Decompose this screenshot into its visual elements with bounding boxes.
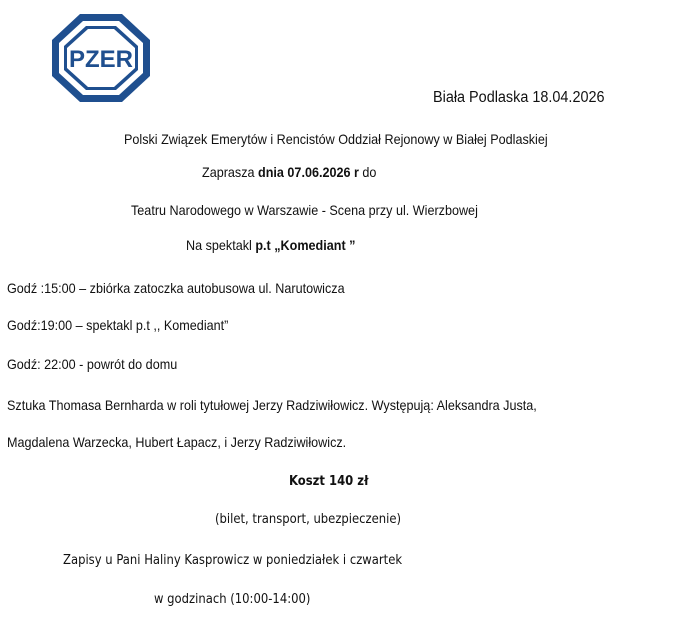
- invitation-prefix: Zaprasza: [202, 164, 259, 180]
- description-line-1: Sztuka Thomasa Bernharda w roli tytułowej Jerzy Radziwiłowicz. Występują: Aleksandra Justa,: [7, 397, 537, 413]
- organizer-line: Polski Związek Emerytów i Rencistów Oddział Rejonowy w Białej Podlaskiej: [124, 131, 548, 147]
- show-prefix: Na spektakl: [186, 237, 256, 253]
- invitation-line: [202, 165, 376, 179]
- event-date: dnia 07.06.2026 r: [258, 164, 359, 180]
- logo-text: PZER: [68, 46, 134, 73]
- invitation-suffix: do: [358, 164, 377, 180]
- pzer-logo: [50, 12, 152, 104]
- place-date: Biała Podlaska 18.04.2026: [433, 89, 605, 106]
- venue-line: Teatru Narodowego w Warszawie - Scena przy ul. Wierzbowej: [131, 202, 478, 218]
- registration-line-2: w godzinach (10:00-14:00): [154, 591, 311, 607]
- cost-label: Koszt 140 zł: [289, 473, 369, 489]
- cost-includes: (bilet, transport, ubezpieczenie): [215, 511, 402, 527]
- registration-line-1: Zapisy u Pani Haliny Kasprowicz w poniedziałek i czwartek: [63, 552, 403, 568]
- show-line: [186, 238, 355, 252]
- show-title: p.t „Komediant ”: [255, 237, 356, 253]
- description-line-2: Magdalena Warzecka, Hubert Łapacz, i Jerzy Radziwiłowicz.: [7, 434, 347, 450]
- schedule-item: Godź: 22:00 - powrót do domu: [7, 356, 178, 372]
- schedule-item: Godź :15:00 – zbiórka zatoczka autobusowa ul. Narutowicza: [7, 280, 345, 296]
- schedule-item: Godź:19:00 – spektakl p.t ,, Komediant”: [7, 317, 229, 333]
